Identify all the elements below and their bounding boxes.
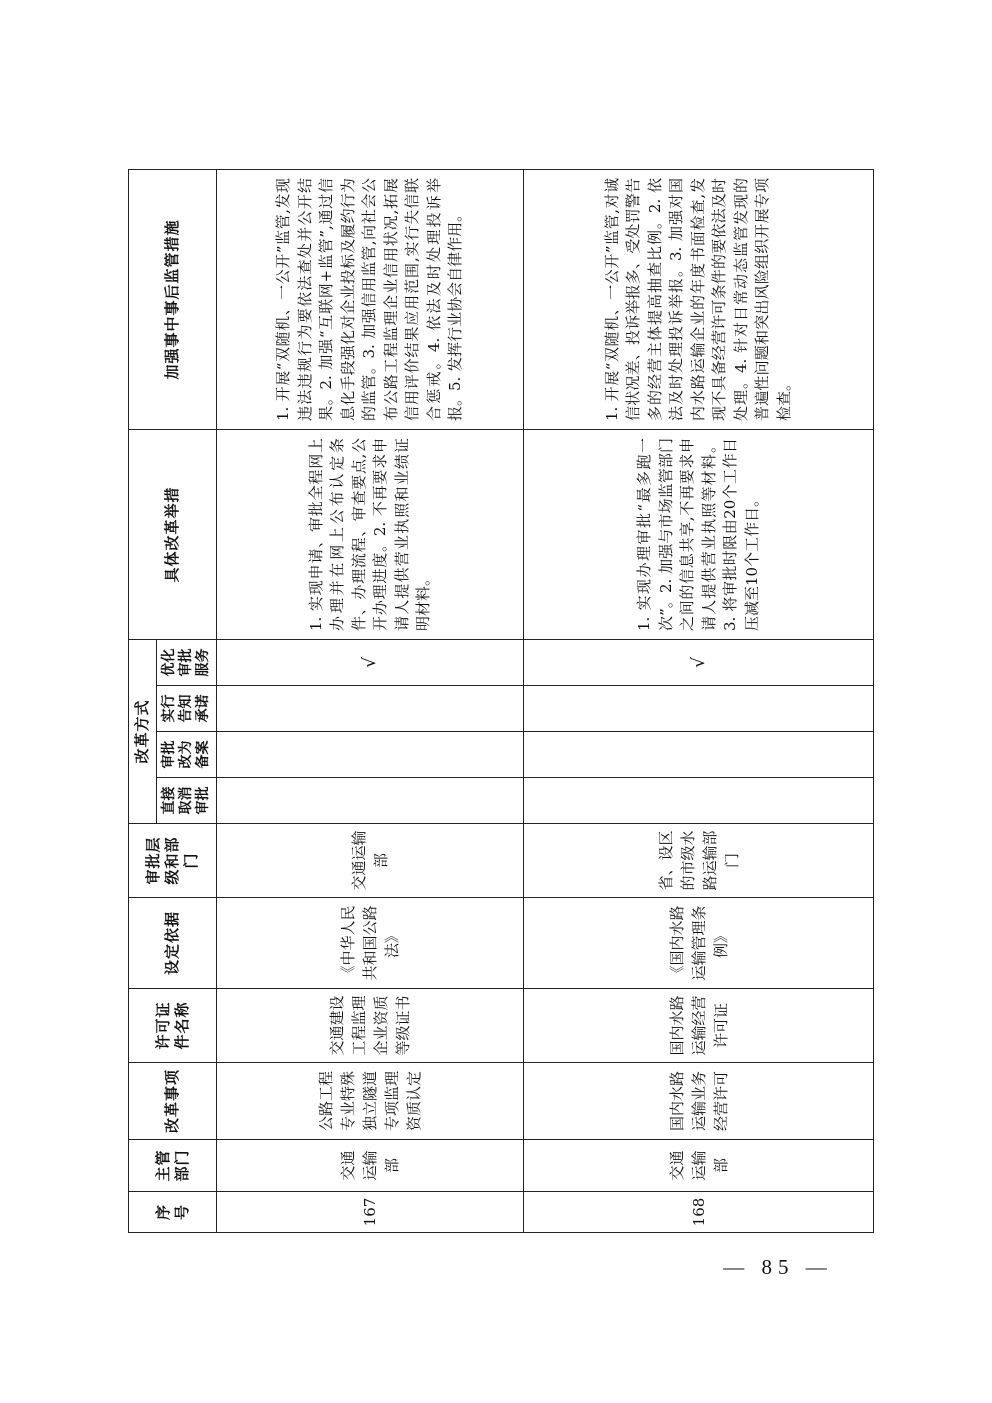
header-mode-cancel: 直接取消审批 <box>157 778 217 824</box>
header-mode-filing: 审批改为备案 <box>157 732 217 778</box>
rotated-table-frame <box>128 170 865 1233</box>
cell-seq: 167 <box>217 1192 524 1233</box>
header-dept: 主管部门 <box>129 1140 217 1192</box>
cell-license: 国内水路运输经营许可证 <box>524 989 874 1063</box>
cell-measures: 1. 实现申请、审批全程网上办理并在网上公布认定条件、办理流程、审查要点,公开办理进度。2. 不再要求申请人提供营业执照和业绩证明材料。 <box>217 429 524 639</box>
reform-items-table <box>128 169 874 1233</box>
cell-mode-optimize-check: √ <box>217 639 524 685</box>
cell-seq: 168 <box>524 1192 874 1233</box>
header-mode-optimize: 优化审批服务 <box>157 639 217 685</box>
header-basis: 设定依据 <box>129 898 217 989</box>
cell-mode-optimize-check: √ <box>524 639 874 685</box>
cell-mode-cancel <box>217 778 524 824</box>
header-measures: 具体改革举措 <box>129 429 217 639</box>
cell-dept: 交通运输部 <box>217 1140 524 1192</box>
page-number: — 85 — <box>723 1255 833 1279</box>
cell-item: 公路工程专业特殊独立隧道专项监理资质认定 <box>217 1063 524 1140</box>
cell-license: 交通建设工程监理企业资质等级证书 <box>217 989 524 1063</box>
header-license: 许可证件名称 <box>129 989 217 1063</box>
header-supervision: 加强事中事后监管措施 <box>129 169 217 429</box>
cell-dept: 交通运输部 <box>524 1140 874 1192</box>
cell-level: 交通运输部 <box>217 824 524 898</box>
cell-mode-notify <box>217 686 524 732</box>
header-reform-mode: 改革方式 <box>129 639 157 823</box>
cell-mode-cancel <box>524 778 874 824</box>
cell-mode-filing <box>524 732 874 778</box>
cell-supervision: 1. 开展“双随机、一公开”监管,发现违法违规行为要依法查处并公开结果。2. 加强“互联网+监管”,通过信息化手段强化对企业投标及履约行为的监管。3. 加强信用监管,向社会公布公路工程监理企业信用状况,拓展信用评价结果应用范围,实行失信联合惩戒。4. 依法及时处理投诉举报。5. 发挥行业协会自律作用。 <box>217 169 524 429</box>
table-row <box>217 169 524 1232</box>
cell-basis: 《国内水路运输管理条例》 <box>524 898 874 989</box>
cell-mode-filing <box>217 732 524 778</box>
header-mode-notify: 实行告知承诺 <box>157 686 217 732</box>
cell-supervision: 1. 开展“双随机、一公开”监管,对诚信状况差、投诉举报多、受处罚警告多的经营主体提高抽查比例。2. 依法及时处理投诉举报。3. 加强对国内水路运输企业的年度书面检查,发现不具备经营许可条件的要依法及时处理。4. 针对日常动态监管发现的普遍性问题和突出风险组织开展专项检查。 <box>524 169 874 429</box>
cell-item: 国内水路运输业务经营许可 <box>524 1063 874 1140</box>
cell-basis: 《中华人民共和国公路法》 <box>217 898 524 989</box>
header-item: 改革事项 <box>129 1063 217 1140</box>
header-seq: 序号 <box>129 1192 217 1233</box>
cell-measures: 1. 实现办理审批“最多跑一次”。2. 加强与市场监管部门之间的信息共享,不再要求申请人提供营业执照等材料。3. 将审批时限由20个工作日压减至10个工作日。 <box>524 429 874 639</box>
header-row-top <box>129 169 157 1232</box>
cell-mode-notify <box>524 686 874 732</box>
cell-level: 省、设区的市级水路运输部门 <box>524 824 874 898</box>
header-level: 审批层级和部门 <box>129 824 217 898</box>
table-row <box>524 169 874 1232</box>
